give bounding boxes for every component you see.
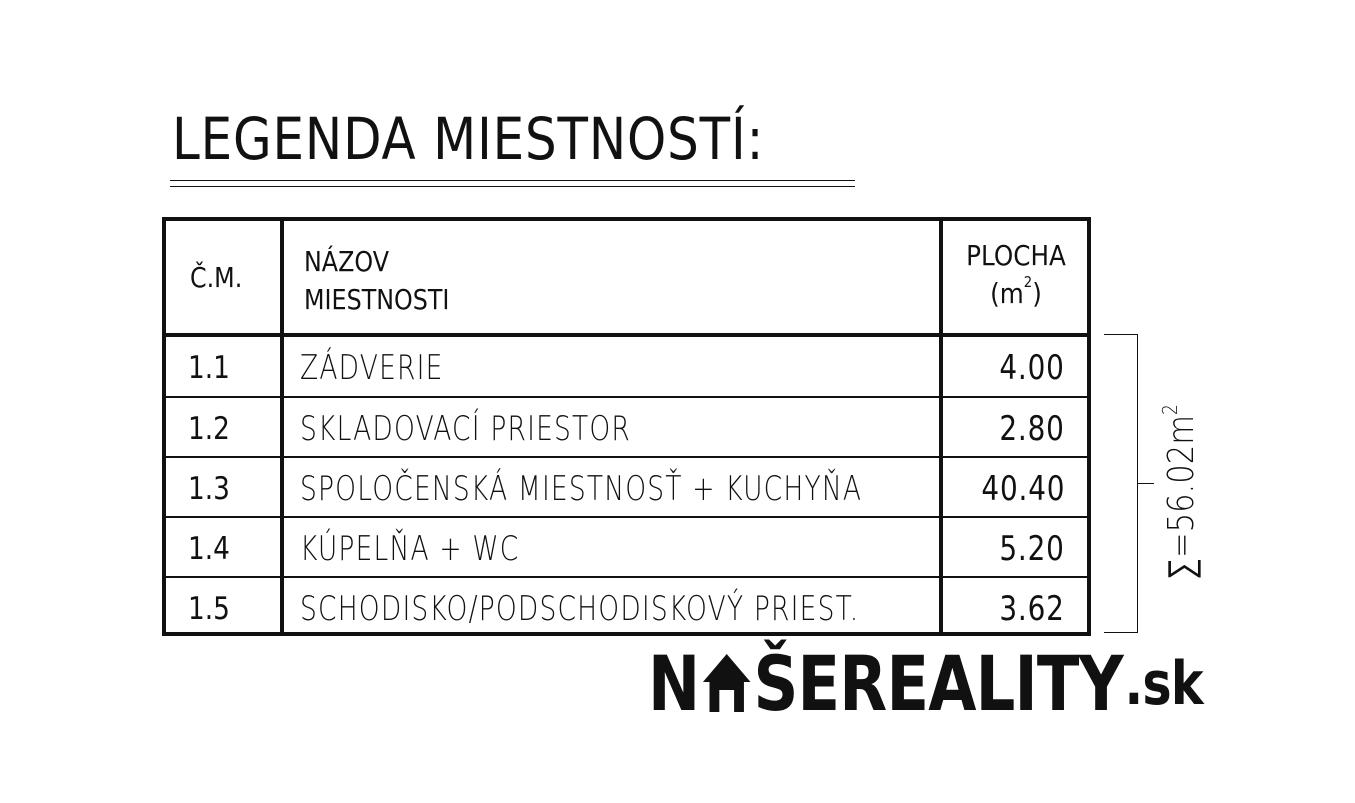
room-legend-table (162, 217, 1091, 636)
room-name: KÚPELŇA + WC (300, 529, 520, 569)
logo-text-sereality: ŠEREALITY (753, 639, 1123, 728)
header-room-number: Č.M. (190, 261, 243, 294)
room-number: 1.1 (188, 350, 230, 386)
table-row (166, 458, 1087, 516)
header-room-name (304, 243, 449, 319)
room-number: 1.2 (188, 411, 230, 447)
room-area: 4.00 (999, 348, 1065, 388)
unit-close: ) (1032, 277, 1042, 310)
table-row (166, 518, 1087, 576)
header-room-area-line1: PLOCHA (966, 239, 1066, 272)
header-room-name-line2: MIESTNOSTI (304, 283, 450, 316)
room-name: ZÁDVERIE (300, 348, 444, 388)
room-number: 1.5 (188, 591, 230, 627)
total-area-text: ∑=56.02m (1161, 414, 1202, 580)
room-area: 40.40 (981, 469, 1065, 509)
header-room-area-unit (950, 275, 1082, 313)
room-area: 3.62 (999, 589, 1065, 629)
legend-title: LEGENDA MIESTNOSTÍ: (172, 105, 765, 173)
room-number: 1.3 (188, 471, 230, 507)
unit-open: (m (990, 277, 1024, 310)
table-row (166, 578, 1087, 636)
total-area-label (1158, 404, 1202, 580)
sum-bracket (1104, 334, 1138, 633)
room-number: 1.4 (188, 531, 230, 567)
title-underline (170, 180, 855, 181)
logo-text-n: N (648, 639, 700, 728)
table-row (166, 337, 1087, 395)
room-name: SCHODISKO/PODSCHODISKOVÝ PRIEST. (300, 589, 860, 629)
header-room-name-line1: NÁZOV (304, 245, 389, 278)
logo-text-domain: .sk (1124, 649, 1203, 719)
room-name: SKLADOVACÍ PRIESTOR (300, 409, 632, 449)
table-row (166, 398, 1087, 456)
title-underline (170, 186, 855, 187)
room-name: SPOLOČENSKÁ MIESTNOSŤ + KUCHYŇA (300, 469, 863, 509)
total-area-superscript: 2 (1158, 404, 1182, 415)
room-area: 2.80 (999, 409, 1065, 449)
room-area: 5.20 (999, 529, 1065, 569)
unit-superscript: 2 (1023, 273, 1033, 291)
header-room-area (950, 237, 1082, 313)
sum-bracket-tick (1138, 483, 1154, 484)
nasereality-logo (648, 639, 1203, 728)
house-icon (701, 652, 752, 714)
